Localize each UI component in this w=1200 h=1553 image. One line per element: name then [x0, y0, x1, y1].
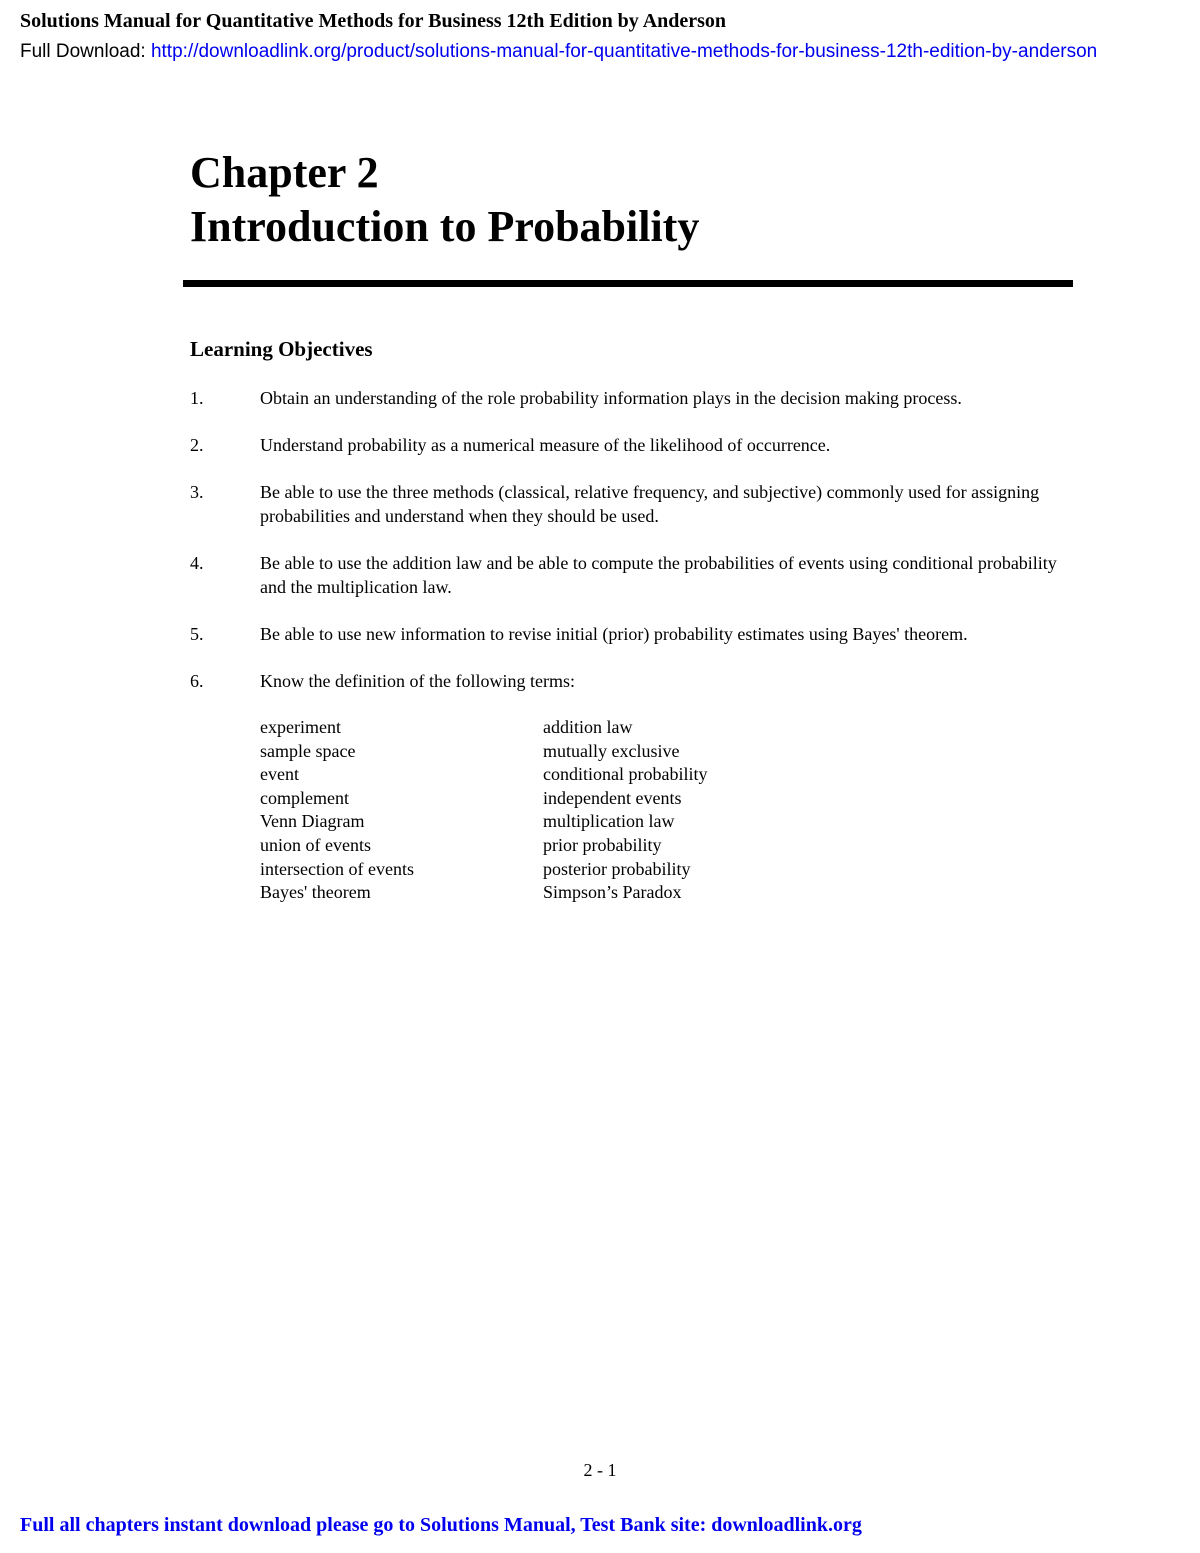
term: union of events: [260, 834, 371, 855]
term: independent events: [543, 787, 682, 808]
terms-left-column: [260, 716, 414, 905]
document-header-title: Solutions Manual for Quantitative Methods for Business 12th Edition by Anderson: [20, 10, 727, 32]
term: experiment: [260, 717, 341, 737]
term: intersection of events: [260, 858, 414, 879]
footer-download-note: Full all chapters instant download please go to Solutions Manual, Test Bank site: downloadlink.org: [20, 1514, 862, 1536]
objective-number: 4.: [190, 553, 204, 573]
objective-item: [190, 386, 1060, 410]
objective-item: [190, 480, 1060, 528]
term: sample space: [260, 740, 356, 761]
section-heading: Learning Objectives: [190, 337, 373, 361]
objective-item: [190, 433, 1060, 457]
term: Bayes' theorem: [260, 882, 371, 903]
term: Simpson’s Paradox: [543, 882, 682, 903]
objective-text: Be able to use new information to revise initial (prior) probability estimates using Bayes' theorem.: [260, 624, 968, 644]
objective-text: Understand probability as a numerical measure of the likelihood of occurrence.: [260, 435, 831, 455]
page-number: 2 - 1: [583, 1460, 617, 1480]
term: conditional probability: [543, 764, 708, 785]
objective-item: [190, 622, 1060, 646]
objective-text: Be able to use the addition law and be able to compute the probabilities of events using conditional probability and the multiplication law.: [260, 553, 1057, 597]
chapter-name: Introduction to Probability: [190, 202, 700, 251]
chapter-title: [190, 146, 699, 254]
term: posterior probability: [543, 858, 691, 879]
term: mutually exclusive: [543, 740, 680, 761]
terms-right-column: [543, 716, 707, 905]
objective-text: Obtain an understanding of the role probability information plays in the decision making process.: [260, 388, 962, 408]
objective-number: 2.: [190, 435, 204, 455]
chapter-number: Chapter 2: [190, 148, 379, 197]
term: multiplication law: [543, 811, 675, 832]
title-divider: [183, 280, 1073, 287]
objective-text: Be able to use the three methods (classical, relative frequency, and subjective) commonly used for assigning probabilities and understand when they should be used.: [260, 482, 1040, 526]
objectives-list: [190, 386, 1060, 716]
term: complement: [260, 787, 349, 808]
term: addition law: [543, 717, 633, 737]
objective-number: 5.: [190, 624, 204, 644]
term: prior probability: [543, 834, 662, 855]
objective-item: [190, 669, 1060, 693]
objective-number: 6.: [190, 671, 204, 691]
objective-number: 3.: [190, 482, 204, 502]
download-line: [20, 41, 1097, 63]
objective-number: 1.: [190, 388, 204, 408]
term: Venn Diagram: [260, 811, 365, 832]
term: event: [260, 764, 299, 785]
objective-text: Know the definition of the following terms:: [260, 671, 575, 691]
download-link[interactable]: http://downloadlink.org/product/solutions-manual-for-quantitative-methods-for-business-12th-edition-by-anderson: [150, 41, 1098, 62]
download-label: Full Download:: [20, 41, 151, 62]
objective-item: [190, 551, 1060, 599]
